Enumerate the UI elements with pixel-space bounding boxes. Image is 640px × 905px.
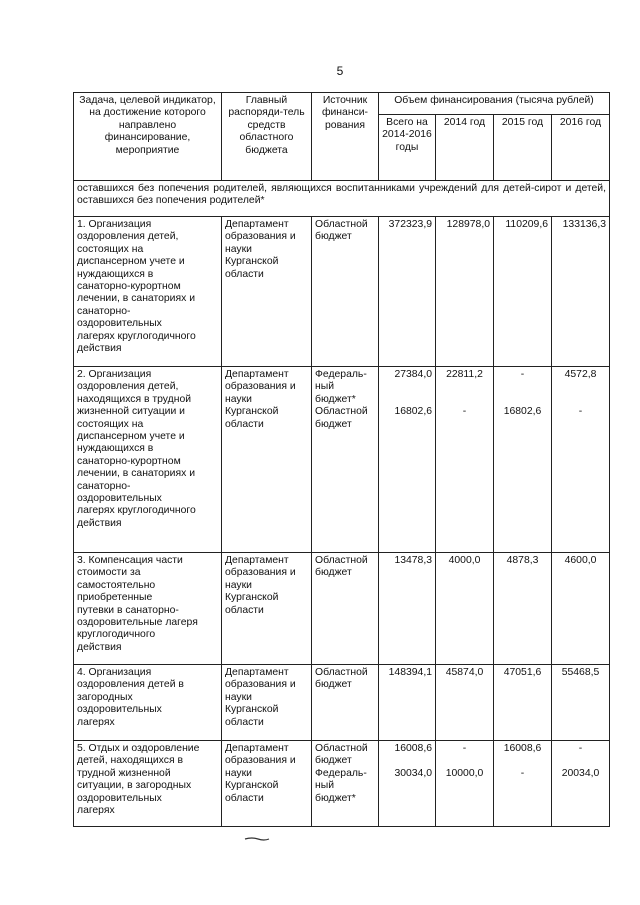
y2014-cell: 22811,2 - (436, 367, 494, 553)
header-2014: 2014 год (436, 115, 494, 181)
pen-mark (244, 836, 270, 842)
table-row (74, 367, 610, 553)
y2015-cell: 110209,6 (494, 217, 552, 367)
task-cell: 3. Компенсация части стоимости за самостоятельно приобретенные путевки в санаторно- оздоровительные лагеря круглогодичного действия (74, 553, 222, 665)
y2016-cell: 4572,8 - (552, 367, 610, 553)
y2016-cell: 55468,5 (552, 665, 610, 741)
total-cell: 13478,3 (379, 553, 436, 665)
y2015-cell: 47051,6 (494, 665, 552, 741)
total-cell: 372323,9 (379, 217, 436, 367)
header-2015: 2015 год (494, 115, 552, 181)
header-task: Задача, целевой индикатор, на достижение которого направлено финансирование, мероприятие (74, 93, 222, 181)
source-cell: Областной бюджет (312, 217, 379, 367)
header-2016: 2016 год (552, 115, 610, 181)
source-cell: Областной бюджет (312, 553, 379, 665)
y2016-cell: - 20034,0 (552, 741, 610, 827)
y2014-cell: 4000,0 (436, 553, 494, 665)
y2015-cell: - 16802,6 (494, 367, 552, 553)
y2014-cell: 128978,0 (436, 217, 494, 367)
table-row (74, 553, 610, 665)
y2014-cell: 45874,0 (436, 665, 494, 741)
source-cell: Областной бюджет (312, 665, 379, 741)
manager-cell: Департамент образования и науки Курганской области (222, 741, 312, 827)
table-row (74, 741, 610, 827)
table-row (74, 217, 610, 367)
task-cell: 2. Организация оздоровления детей, находящихся в трудной жизненной ситуации и состоящих на диспансерном учете и нуждающихся в санаторно-курортном лечении, в санаториях и санаторно- оздоровительных лагерях круглогодичного действия (74, 367, 222, 553)
manager-cell: Департамент образования и науки Курганской области (222, 217, 312, 367)
task-cell: 5. Отдых и оздоровление детей, находящихся в трудной жизненной ситуации, в загородных оздоровительных лагерях (74, 741, 222, 827)
y2015-cell: 4878,3 (494, 553, 552, 665)
y2014-cell: - 10000,0 (436, 741, 494, 827)
source-cell: Областной бюджет Федераль- ный бюджет* (312, 741, 379, 827)
manager-cell: Департамент образования и науки Курганской области (222, 367, 312, 553)
task-cell: 1. Организация оздоровления детей, состоящих на диспансерном учете и нуждающихся в санаторно-курортном лечении, в санаториях и санаторно- оздоровительных лагерях круглогодичного действия (74, 217, 222, 367)
total-cell: 27384,0 16802,6 (379, 367, 436, 553)
header-source: Источник финанси-рования (312, 93, 379, 181)
y2016-cell: 133136,3 (552, 217, 610, 367)
header-manager: Главный распоряди-тель средств областного бюджета (222, 93, 312, 181)
source-cell: Федераль- ный бюджет* Областной бюджет (312, 367, 379, 553)
y2016-cell: 4600,0 (552, 553, 610, 665)
financing-table (73, 92, 610, 827)
task-cell: 4. Организация оздоровления детей в загородных оздоровительных лагерях (74, 665, 222, 741)
total-cell: 16008,6 30034,0 (379, 741, 436, 827)
manager-cell: Департамент образования и науки Курганской области (222, 665, 312, 741)
section-subtitle-row: оставшихся без попечения родителей, являющихся воспитанниками учреждений для детей-сирот и детей, оставшихся без попечения родителей* (74, 181, 610, 217)
table-row (74, 665, 610, 741)
page-number: 5 (336, 64, 344, 78)
y2015-cell: 16008,6 - (494, 741, 552, 827)
total-cell: 148394,1 (379, 665, 436, 741)
header-volume: Объем финансирования (тысяча рублей) (379, 93, 610, 115)
manager-cell: Департамент образования и науки Курганской области (222, 553, 312, 665)
header-total: Всего на 2014-2016 годы (379, 115, 436, 181)
